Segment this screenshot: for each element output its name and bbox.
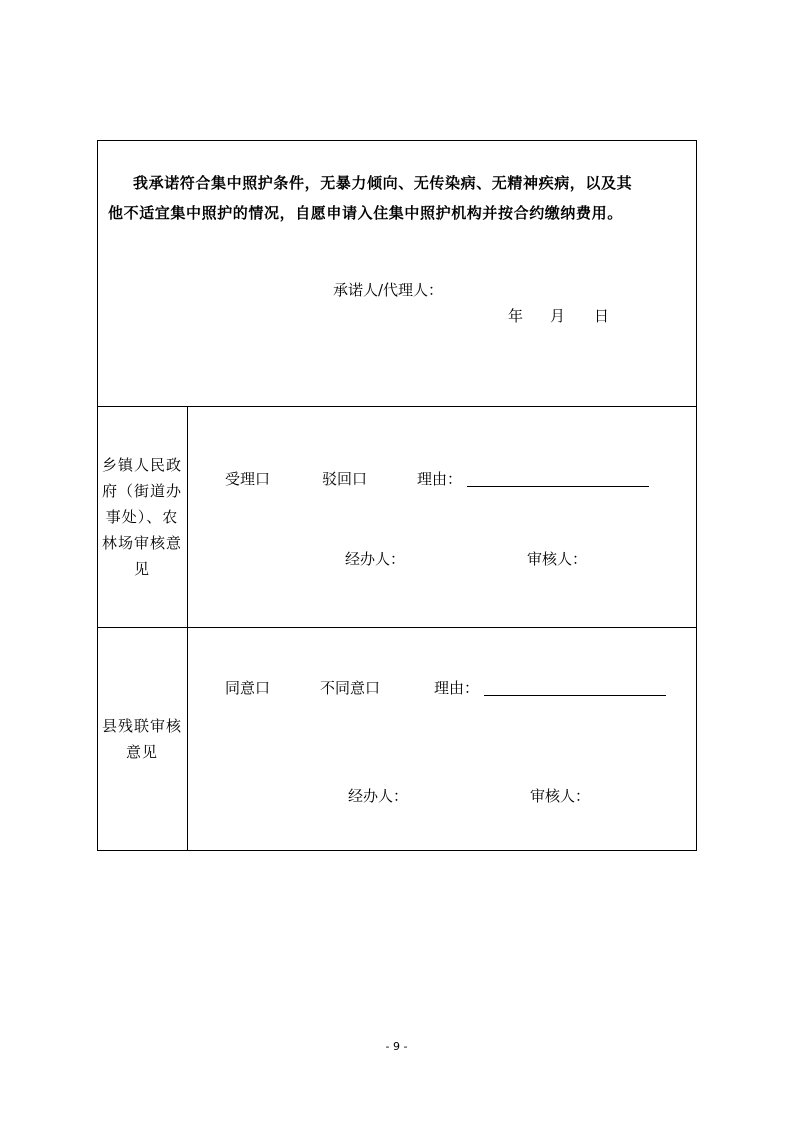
pledge-text-line-2: 他不适宜集中照护的情况，自愿申请入住集中照护机构并按合约缴纳费用。 xyxy=(108,204,623,222)
date-year: 年 xyxy=(508,307,524,325)
township-review-label: 乡镇人民政府（街道办事处）、农林场审核意见 xyxy=(102,455,183,578)
page-number: - 9 - xyxy=(385,1040,408,1053)
reject-checkbox[interactable]: 驳回口 xyxy=(322,470,368,488)
township-review-label-cell xyxy=(97,406,187,627)
county-reason-label: 理由： xyxy=(434,679,480,697)
column-divider xyxy=(187,406,188,851)
county-review-label: 县残联审核意见 xyxy=(102,717,183,761)
agree-checkbox[interactable]: 同意口 xyxy=(225,679,271,697)
date-month: 月 xyxy=(550,307,566,325)
county-reviewer-label: 审核人： xyxy=(530,787,591,805)
accept-checkbox[interactable]: 受理口 xyxy=(225,470,271,488)
township-reason-field[interactable] xyxy=(467,486,649,487)
disagree-checkbox[interactable]: 不同意口 xyxy=(320,679,381,697)
township-reviewer-label: 审核人： xyxy=(527,550,588,568)
township-reason-label: 理由： xyxy=(417,470,463,488)
county-handler-label: 经办人： xyxy=(348,787,409,805)
county-review-label-cell xyxy=(97,627,187,851)
pledge-text-line-1: 我承诺符合集中照护条件，无暴力倾向、无传染病、无精神疾病，以及其 xyxy=(133,174,633,192)
date-day: 日 xyxy=(594,307,610,325)
township-handler-label: 经办人： xyxy=(345,550,406,568)
county-reason-field[interactable] xyxy=(484,695,666,696)
signer-label: 承诺人/代理人： xyxy=(333,281,444,299)
